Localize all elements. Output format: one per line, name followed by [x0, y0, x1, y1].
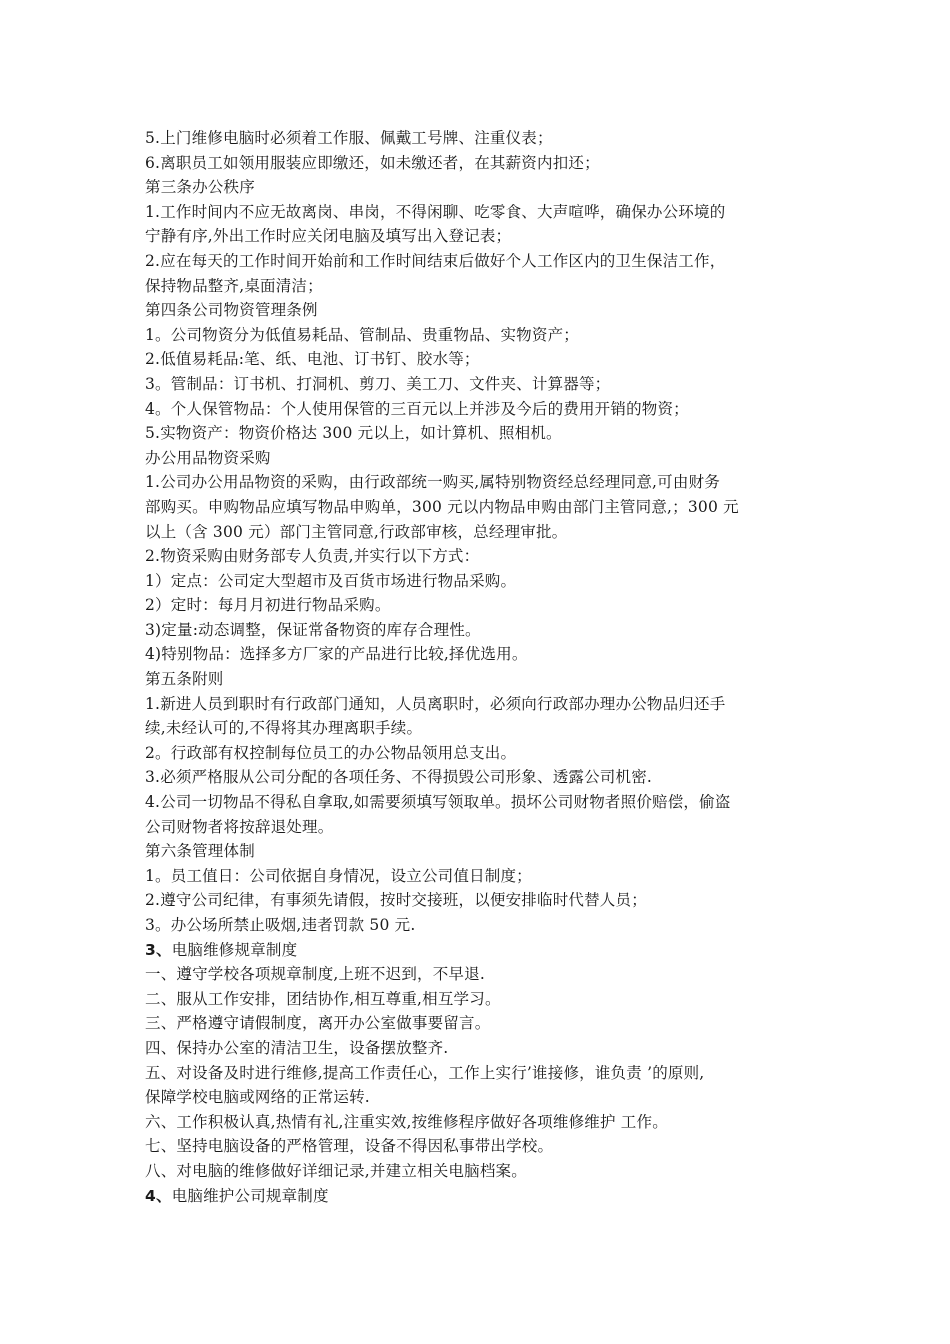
text-line: 公司财物者将按辞退处理。 — [145, 817, 334, 836]
text-line: 2.遵守公司纪律，有事须先请假，按时交接班，以便安排临时代替人员； — [145, 891, 647, 910]
text-line: 八、对电脑的维修做好详细记录,并建立相关电脑档案。 — [145, 1161, 527, 1180]
text-line: 2.低值易耗品:笔、纸、电池、订书钉、胶水等； — [145, 350, 480, 369]
text-line: 七、坚持电脑设备的严格管理，设备不得因私事带出学校。 — [145, 1137, 554, 1156]
text-line: 五、对设备及时进行维修,提高工作责任心，工作上实行’谁接修，谁负责 ’的原则, — [145, 1063, 705, 1082]
text-line: 4)特别物品：选择多方厂家的产品进行比较,择优选用。 — [145, 645, 528, 664]
text-line: 二、服从工作安排，团结协作,相互尊重,相互学习。 — [145, 989, 501, 1008]
text-line: 六、工作积极认真,热情有礼,注重实效,按维修程序做好各项维修维护 工作。 — [145, 1112, 668, 1131]
text-line: 2.应在每天的工作时间开始前和工作时间结束后做好个人工作区内的卫生保洁工作， — [145, 251, 726, 270]
section-title: 办公用品物资采购 — [145, 448, 271, 467]
heading-text: 电脑维修规章制度 — [171, 940, 298, 959]
text-line: 4.公司一切物品不得私自拿取,如需要须填写领取单。损坏公司财物者照价赔偿，偷盗 — [145, 793, 731, 812]
text-line: 四、保持办公室的清洁卫生，设备摆放整齐. — [145, 1038, 449, 1057]
text-line: 3。管制品：订书机、打洞机、剪刀、美工刀、文件夹、计算器等； — [145, 374, 611, 393]
text-line: 2。行政部有权控制每位员工的办公物品领用总支出。 — [145, 743, 517, 762]
text-line: 保持物品整齐,桌面清洁； — [145, 276, 323, 295]
text-line: 1.新进人员到职时有行政部门通知，人员离职时，必须向行政部办理办公物品归还手 — [145, 694, 726, 713]
text-line: 宁静有序,外出工作时应关闭电脑及填写出入登记表； — [145, 227, 512, 246]
text-line: 保障学校电脑或网络的正常运转. — [145, 1088, 370, 1107]
section-title: 第三条办公秩序 — [145, 178, 255, 197]
chapter-heading-4 — [145, 1184, 815, 1209]
heading-number: 3、 — [145, 940, 172, 959]
document-body — [145, 126, 815, 1208]
text-line: 5.实物资产：物资价格达 300 元以上，如计算机、照相机。 — [145, 424, 562, 443]
text-line: 部购买。申购物品应填写物品申购单，300 元以内物品申购由部门主管同意,；300 元 — [145, 497, 739, 516]
text-line: 三、严格遵守请假制度，离开办公室做事要留言。 — [145, 1014, 491, 1033]
section-title: 第四条公司物资管理条例 — [145, 301, 318, 320]
text-line: 2）定时：每月月初进行物品采购。 — [145, 596, 391, 615]
text-line: 1。员工值日：公司依据自身情况，设立公司值日制度； — [145, 866, 532, 885]
text-line: 以上（含 300 元）部门主管同意,行政部审核，总经理审批。 — [145, 522, 568, 541]
text-line: 3.必须严格服从公司分配的各项任务、不得损毁公司形象、透露公司机密. — [145, 768, 653, 787]
section-title: 第六条管理体制 — [145, 842, 255, 861]
text-line: 6.离职员工如领用服装应即缴还，如未缴还者，在其薪资内扣还； — [145, 153, 600, 172]
heading-text: 电脑维护公司规章制度 — [171, 1186, 329, 1205]
text-line: 1.公司办公用品物资的采购，由行政部统一购买,属特别物资经总经理同意,可由财务 — [145, 473, 720, 492]
text-line: 1。公司物资分为低值易耗品、管制品、贵重物品、实物资产； — [145, 325, 579, 344]
text-line: 5.上门维修电脑时必须着工作服、佩戴工号牌、注重仪表； — [145, 129, 553, 147]
chapter-heading-3 — [145, 938, 815, 963]
text-line: 一、遵守学校各项规章制度,上班不迟到，不早退. — [145, 965, 485, 984]
text-line: 1）定点：公司定大型超市及百货市场进行物品采购。 — [145, 571, 517, 590]
section-title: 第五条附则 — [145, 670, 224, 689]
heading-number: 4、 — [145, 1186, 172, 1205]
text-line: 续,未经认可的,不得将其办理离职手续。 — [145, 719, 423, 738]
text-line: 3。办公场所禁止吸烟,违者罚款 50 元. — [145, 916, 416, 934]
text-line: 4。个人保管物品：个人使用保管的三百元以上并涉及今后的费用开销的物资； — [145, 399, 689, 418]
text-line: 2.物资采购由财务部专人负责,并实行以下方式： — [145, 547, 480, 566]
text-line: 3)定量:动态调整，保证常备物资的库存合理性。 — [145, 620, 481, 639]
text-line: 1.工作时间内不应无故离岗、串岗，不得闲聊、吃零食、大声喧哗，确保办公环境的 — [145, 202, 726, 221]
